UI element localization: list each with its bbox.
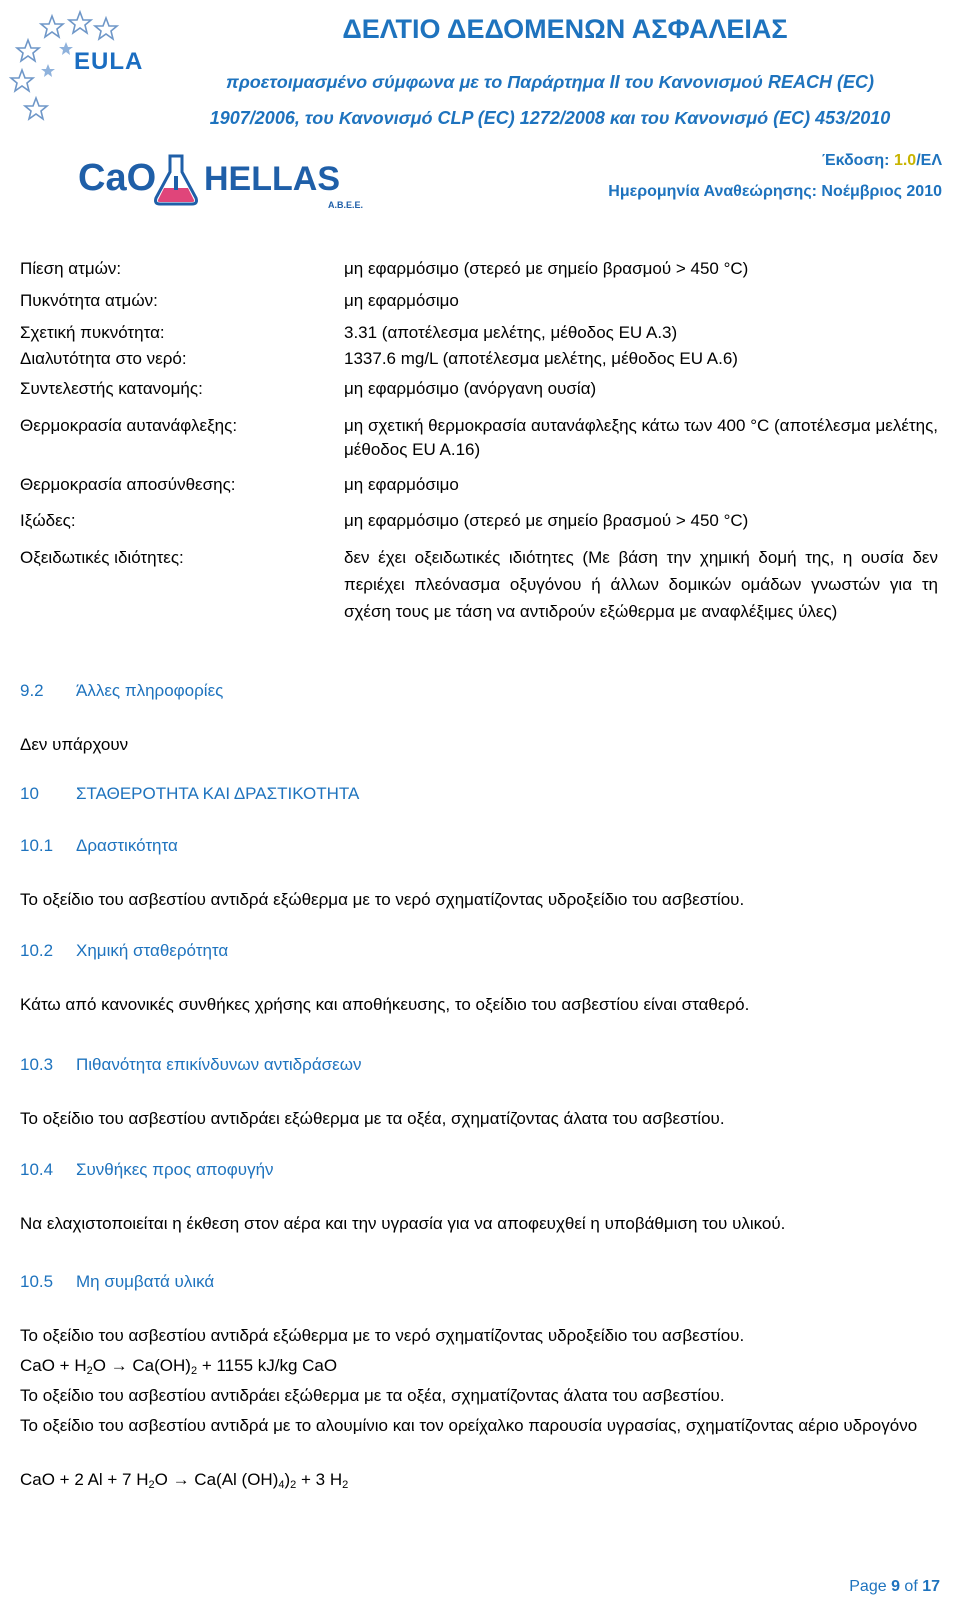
svg-text:HELLAS: HELLAS [204,160,340,198]
edition-number: 1.0 [893,152,917,169]
property-row [20,346,938,372]
company-logo-sub: A.B.E.E. [328,200,364,210]
property-label: Θερμοκρασία αποσύνθεσης: [20,475,236,494]
section-10-3-heading: 10.3 Πιθανότητα επικίνδυνων αντιδράσεων [20,1055,362,1074]
property-row [20,376,938,402]
property-row [20,288,938,314]
property-label: Πυκνότητα ατμών: [20,291,158,310]
property-value: 3.31 (αποτέλεσμα μελέτης, μέθοδος EU A.3) [344,323,678,342]
page-number: Page 9 of 17 [849,1578,940,1595]
property-row [20,472,938,498]
property-label: Συντελεστής κατανομής: [20,379,203,398]
section-10-2-heading: 10.2 Χημική σταθερότητα [20,941,229,960]
property-label: Ιξώδες: [20,511,76,530]
document-header [0,0,960,215]
eula-logo-text: EULA [74,48,144,75]
section-10-4-heading: 10.4 Συνθήκες προς αποφυγήν [20,1160,274,1179]
section-10-2-text: Κάτω από κανονικές συνθήκες χρήσης και αποθήκευσης, το οξείδιο του ασβεστίου είναι σταθερό. [20,995,750,1014]
properties-table [20,256,938,625]
property-value: 1337.6 mg/L (αποτέλεσμα μελέτης, μέθοδος EU A.6) [344,349,738,368]
property-row [20,256,938,282]
property-row [20,414,938,462]
edition-label: Έκδοση: 1.0/ΕΛ [821,152,942,169]
section-10-5-line2: Το οξείδιο του ασβεστίου αντιδράει εξώθερμα με τα οξέα, σχηματίζοντας άλατα του ασβεστίου. [20,1386,725,1405]
section-10-1-text: Το οξείδιο του ασβεστίου αντιδρά εξώθερμα με το νερό σχηματίζοντας υδροξείδιο του ασβεστίου. [20,890,745,909]
property-value: μη εφαρμόσιμο (στερεό με σημείο βρασμού > 450 °C) [344,511,749,530]
property-row [20,508,938,534]
property-value: μη εφαρμόσιμο [344,475,459,494]
property-label: Διαλυτότητα στο νερό: [20,349,187,368]
document-title: ΔΕΛΤΙΟ ΔΕΔΟΜΕΝΩΝ ΑΣΦΑΛΕΙΑΣ [342,14,788,44]
property-row [20,320,938,346]
property-value: μη εφαρμόσιμο (στερεό με σημείο βρασμού > 450 °C) [344,259,749,278]
section-10-5-heading: 10.5 Μη συμβατά υλικά [20,1272,215,1291]
section-10-3-text: Το οξείδιο του ασβεστίου αντιδράει εξώθερμα με τα οξέα, σχηματίζοντας άλατα του ασβεστίου. [20,1109,725,1128]
document-subtitle-line2: 1907/2006, του Κανονισμό CLP (EC) 1272/2008 και του Κανονισμό (EC) 453/2010 [209,108,891,128]
property-value: μη εφαρμόσιμο (ανόργανη ουσία) [344,379,597,398]
property-label: Σχετική πυκνότητα: [20,323,165,342]
reaction-equation-water: CaO + $H_2O \to Ca(OH)_2 + 1155$ kJ/kg CaO [20,1356,338,1377]
property-row [20,544,938,625]
property-label: Πίεση ατμών: [20,259,122,278]
section-10-1-heading: 10.1 Δραστικότητα [20,836,178,855]
reaction-equation-aluminium: CaO + 2 Al + 7 $H_2O \to Ca(Al$ $(OH)_4)_2 + 3$ $H_2$ [20,1470,349,1491]
property-label: Οξειδωτικές ιδιότητες: [20,548,184,567]
section-9-2-text: Δεν υπάρχουν [20,735,129,754]
property-label: Θερμοκρασία αυτανάφλεξης: [20,416,238,435]
document-subtitle-line1: προετοιμασμένο σύμφωνα με το Παράρτημα II του Κανονισμού REACH (EC) [226,72,874,92]
revision-date: Ημερομηνία Αναθεώρησης: Νοέμβριος 2010 [608,183,942,200]
property-value: μη εφαρμόσιμο [344,291,459,310]
property-value: δεν έχει οξειδωτικές ιδιότητες (Με βάση την χημική δομή της, η ουσία δεν περιέχει πλεόνασμα οξυγόνου ή άλλων δομικών ομάδων γνωστών για τη σχέση τους με τάση να αντιδρούν εξώθερμα με αναφλέξιμες ύλες) [344,548,938,621]
property-value: μη σχετική θερμοκρασία αυτανάφλεξης κάτω των 400 °C (αποτέλεσμα μελέτης, μέθοδος EU A.16) [344,416,938,459]
section-10-4-text: Να ελαχιστοποιείται η έκθεση στον αέρα και την υγρασία για να αποφευχθεί η υποβάθμιση του υλικού. [20,1214,786,1233]
section-9-2-heading: 9.2 Άλλες πληροφορίες [20,681,224,700]
section-10-heading: 10 ΣΤΑΘΕΡΟΤΗΤΑ ΚΑΙ ΔΡΑΣΤΙΚΟΤΗΤΑ [20,784,360,803]
section-10-5-line3: Το οξείδιο του ασβεστίου αντιδρά με το αλουμίνιο και τον ορείχαλκο παρουσία υγρασίας, σχηματίζοντας αέριο υδρογόνο [20,1416,918,1435]
svg-text:CaO: CaO [78,157,157,199]
cao-hellas-logo [78,150,378,212]
section-10-5-line1: Το οξείδιο του ασβεστίου αντιδρά εξώθερμα με το νερό σχηματίζοντας υδροξείδιο του ασβεστίου. [20,1326,745,1345]
